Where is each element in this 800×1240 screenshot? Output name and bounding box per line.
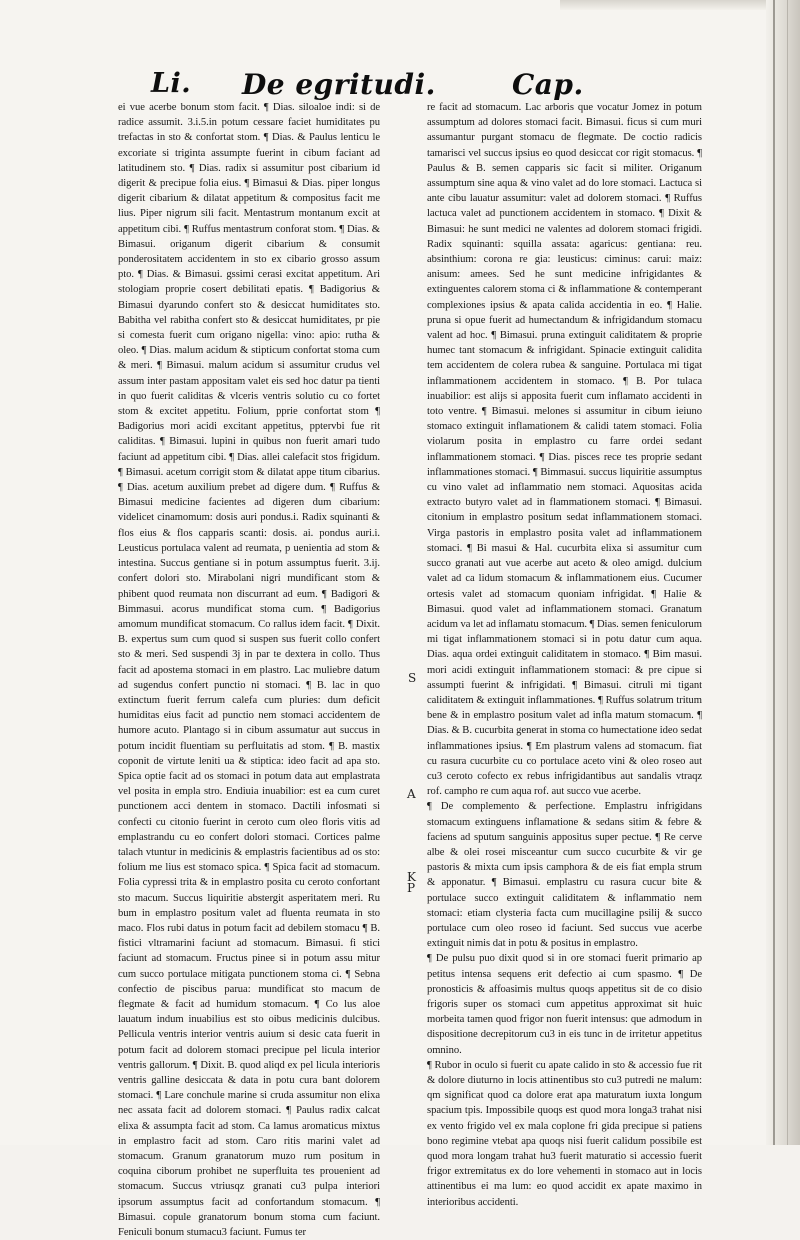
- chapter-heading: Cap.: [512, 68, 584, 101]
- page-edge-line-secondary: [787, 0, 788, 1145]
- text-column-right: [427, 100, 702, 1210]
- margin-mark: A: [407, 787, 416, 801]
- right-column-paragraph: ¶ Rubor in oculo si fuerit cu apate calido in sto & accessio fue rit & dolore diuturno in locis attinentibus sto cu3 putredi ne malum: qm significat quod ca dolore erat apa maturatum iuxta longum spacium tpis. Impossibile quoqs est quod mora longa3 trahat nisi ex vento frigido vel ex mala coplone fri gida precipue si patiens bono regimine vtebat apa quoqs nisi fuerit calidum possibile est quod mora longam trahat hu3 fuerit maturatio si accessio fuerit frigor extremitatus ex do lore vehementi in stomaco aut in locis attinentibus ei ma lum: eo quod accidit ex apate maximo in interioribus accidenti.: [427, 1059, 702, 1208]
- page-top-shadow: [560, 0, 800, 10]
- right-column-paragraph: ¶ De complemento & perfectione. Emplastru infrigidans stomacum extinguens inflamatione & sedans sitim & febre & faciens ad sputum sanguinis appositus super pectue. ¶ Re cerve albe & olei rosei misceantur cum succo cucurbite & vir ge pastoris & mixta cum ipsis camphora & de eis fiat empla strum & apponatur. ¶ Bimasui. emplastru cu rasura cucur bite & portulace succo extinguit caliditatem & inflammatio nem stomaci: etiam clysteria facta cum mucillagine psilij & succo portulace cum oleo roseo id faciunt. Sed succus vue acerbe extinguit nimis dat in potu & positus in emplastro.: [427, 801, 702, 950]
- margin-mark: P: [407, 881, 416, 895]
- page-edge-line: [773, 0, 775, 1145]
- text-column-left: [118, 100, 380, 1240]
- margin-mark: S: [408, 671, 417, 685]
- folio-number: Li.: [151, 68, 192, 99]
- margin-mark: K: [407, 870, 416, 884]
- binding-shadow: [766, 0, 800, 1145]
- right-column-paragraph: ¶ De pulsu puo dixit quod si in ore stomaci fuerit primario ap petitus intensa sequens erit defectio ai cum spasmo. ¶ De pronosticis & affoasimis multus quoqs appetitus sit de co disio frigoris super os stomaci cum appetitus approximat sit huic morbeita tamen quod frigor non fuerit intensus: que admodum in dispositione decrepitorum cu3 in eis tunc in de irritetur appetitus omnino.: [427, 953, 702, 1056]
- left-column-text: ei vue acerbe bonum stom facit. ¶ Dias. siloaloe indi: si de radice assumit. 3.i.5.in potum cessare faciet humiditates pu trefactas in sto & confortat stom. ¶ Dias. & Paulus lenticu le excoriate si triginta assumpte fuerint in cibum faciant ad latitudinem sto. ¶ Dias. radix si assumitur post cibarium id digerit & precipue folia eius. ¶ Bimasui & Dias. piper longus digerit cibarium & dilatat appetitum & compositus facit me lius. Piper nigrum sili facit. Mentastrum montanum excit at appetitum cibi. ¶ Ruffus mentastrum conforat stom. ¶ Dias. & Bimasui. origanum digerit cibarium & consumit ponderositatem accidentem in sto ex cibario grosso assum pto. ¶ Dias. & Bimasui. gssimi cerasi excitat appetitum. Ari stologiam proprie cosert debilitati epatis. ¶ Badigorius & Bimasui dyarundo confert sto & desiccat humiditates sto. Babitha vel rabitha confert sto & desiccat humiditates, pr pie si comesta fuerit cum origano nigella: vino: apio: rutha & oleo. ¶ Dias. malum acidum & stipticum confortat stoma cum & meri. ¶ Bimasui. malum acidum si assumitur crudus vel assum inter pastam appositam valet eis sed hoc datur pa tienti in quo fuerit caliditas & vlceris ventris solutio cu co fortet stom & excitet appetitu. Folium, pprie confortat stom ¶ Badigorius mori acidi excitant appetitus, pptervbi fue rit caliditas. ¶ Bimasui. lupini in quibus non fuerit amari tudo faciunt ad appetitum cibi. ¶ Dias. allei calefacit stos frigidum. ¶ Bimasui. acetum corrigit stom & dilatat appe titum cibarius. ¶ Dias. acetum auxilium prebet ad digere dum. ¶ Ruffus & Bimasui medicine facientes ad digeren dum cibarium: videlicet cinamomum: dosis auri pondus.i. Radix squinanti & flos eius & flos capparis scanti: dosis. ai. pondus auri.i. Leusticus portulaca valent ad reumata, p uenientia ad stom & intestina. Succus gentiane si in potum assumptus fuerit. 3.ij. confert dolori sto. Mirabolani nigri mundificant stom & phibent quod reumata non discurrant ad eum. ¶ Badigori & Bimmasui. acorus mundificat stoma cum. ¶ Badigorius amomum mundificat stomacum. Co rallus idem facit. ¶ Dixit. B. expertus sum cum quod si suspen sus fuerit collo confert sto & meri. Sed suspendi 3j in par te dextera in collo. Thus facit ad apostema stomaci in em plastro. Lac muliebre datum ad sugendus confert punctio ni stomaci. ¶ B. lac in quo extinctum fuerit ferrum calefa cum pluries: dum deficit humiditas eius facit ad punctio nem stomaci accidentem de humore acuto. Plantago si in cibum assumatur aut succus in potum incidit fluentiam su perfluitatis ad stom. ¶ B. mastix coponit de virtute leniti ua & stiptica: ideo facit ad apa sto. Spica optie facit ad os stomaci in potum data aut emplastrata vel posita in empla stro. Endiuia inuabilior: est ea cum curet punctionem acci dentem in stomaco. Dactili infosmati si confecti cu citonio fuerint in ceroto cum oleo floris vitis ad emplastrandu cu eo confert dolori stomaci. Cortices palme talach vtuntur in medicinis & emplastris facientibus ad os sto: folium me lius est stomaco spica. ¶ Spica facit ad stomacum. Folia cypressi trita & in emplastro posita cu ceroto confortant sto macum. Succus liquiritie abstergit asperitatem meri. Ru bum in emplastro positum valet ad fluenta reumata in sto maco. Flos rubi datus in potum facit ad debilem stomacu ¶ B. fistici vltramarini faciunt ad stomacum. Bimasui. fi stici faciunt ad stomacum. Fructus pinee si in potum assu mitur cum succo portulace mitigata punctionem stoma ci. ¶ Sebna confectio de piscibus parua: mundificat sto macum de flegmate & facit ad humidum stomacum. ¶ Co lus aloe lauatum indum inuabilius est sto oibus medicinis dulcibus. Pellicula ventris interior ventris auium si desic cata fuerit in potum facit ad dolorem stomaci precipue pel licula interior ventris gallorum. ¶ Dixit. B. quod aliqd ex pel licula interioris ventris galline desiccata & data in potu cura bant dolorem stomaci. ¶ Lare conchule marine si cruda assumitur non elixa nec assata facit ad dolorem stomaci. ¶ Paulus radix calcat elixa & assumpta facit ad stom. Ca lamus aromaticus mixtus in emplastro facit ad stom. Caro ritis marini valet ad stomacum. Granum granatorum muzo rum positum in coquina ciborum prohibet ne superfluita tes prouenient ad stomacum. Succus vtriusqz granati cu3 pulpa interiori ipsorum assumptus facit ad confortandum stomacum. ¶ Bimasui. copule granatorum bonum stoma cum faciunt. Feniculi bonum stumacu3 faciunt. Fumus ter: [118, 102, 380, 1239]
- right-column-paragraph: re facit ad stomacum. Lac arboris que vocatur Jomez in potum assumptum ad dolores stomaci facit. Bimasui. ficus si cum muri assumantur purgant stomacu de flegmate. De coctio radicis tamarisci vel succus ipsius eo quod desiccat cor rigit stomacus. ¶ Paulus & B. semen capparis sic facit si militer. Origanum assumptum sine aqua & vino valet ad do lore stomaci. Lactuca si ante cibu lauatur assumitur: valet ad dolorem stomaci. ¶ Ruffus lactuca valet ad punctionem accidentem in stomaco. ¶ Dixit & Bimasui: he sunt medici ne valentes ad dolorem stomaci frigidi. Radix squinanti: squilla assata: agaricus: gentiana: reu. absinthium: corona re gia: leusticus: ciminus: carui: maiz: anisum: amees. Sed he sunt medicine infrigidantes & extinguentes calorem stoma ci & inflammatione & contemperant complexiones ipsius & apata calida accidentia in eo. ¶ Halie. pruna si opue fuerit ad humectandum & infrigidandum stomacu valent ad hoc. ¶ Bimasui. pruna extinguit caliditatem & proprie humec tant stomacum & infrigidant. Spinacie extinguit calidita tem accidentem de colera rubea & sanguine. Portulaca mi tigat inflammationem accidentem in stomaco. ¶ B. Por tulaca inuabilior: est alijs si apposita fuerit cum inflamato accidenti in toto ventre. ¶ Bimasui. melones si assumitur in cibum ieiuno stomaco extinguit inflamationem & calidi tatem stomaci. Folia violarum posita in emplastro cu farre ordei sedant inflammationem stomaci. ¶ Dias. pisces rece tes proprie sedant inflammationes stomaci. ¶ Bimmasui. succus liquiritie assumptus cu vino valet ad inflammatio nem stomaci. Aquositas acida extracto butyro valet ad in flammationem stomaci. ¶ Bimasui. citonium in emplastro positum sedat inflammationem stomaci. Virga pastoris in emplastro posita valet ad inflammationem stomaci. ¶ Bi masui & Hal. cucurbita elixa si assumitur cum succo granati aut vue acerbe aut aceto & oleo amigd. dulcium valet ad ca lidum stomacum & inflammationem eius. Cucumer ortesis valet ad stomacum quoniam infrigidat. ¶ Halie & Bimasui. quod valet ad inflammationem stomaci. Granatum acidum va let ad inflamatu stomacum. ¶ Dias. semen feniculorum mi tigat inflammationem stomaci si in potu datur cum aqua. Dias. aqua ordei extinguit caliditatem in stomaco. ¶ Bim masui. mori acidi extinguit inflammationem stomaci: & pre cipue si assumpti fuerint & infrigidati. ¶ Bimasui. citruli mi tigant caliditatem & extinguit inflammationes. ¶ Ruffus solatrum tritum bene & in emplastro positum valet ad infla matum stomacum. ¶ Dias. & B. cucurbita generat in stoma co humectatione ideo sedat inflammationes ipsius. ¶ Em plastrum valens ad stomacum. fiat cu rasura cucurbite cu co portulace aceto vini & oleo roseo aut cu3 ceroto cofecto ex rebus infrigidantibus aut sandalis vtraqz rof. campho re cum aqua rof. aut succo vue acerbe.: [427, 102, 702, 798]
- running-title: De egritudi.: [242, 68, 436, 101]
